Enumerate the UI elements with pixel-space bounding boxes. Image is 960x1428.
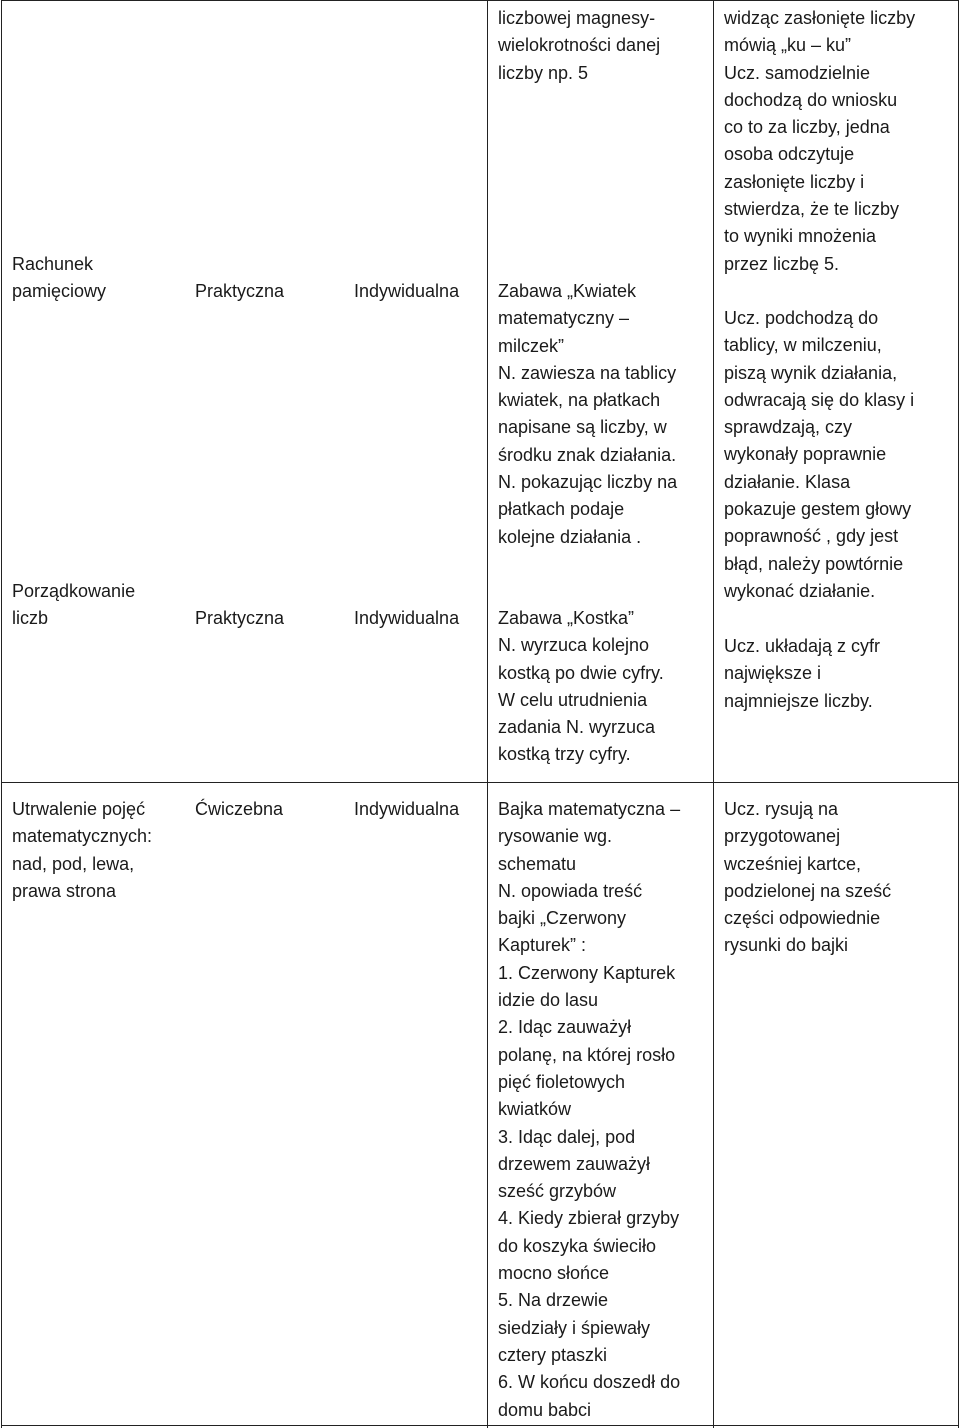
table-border-left	[1, 0, 2, 1428]
text-line: 2. Idąc zauważył	[498, 1017, 632, 1038]
text-line: matematycznych:	[12, 826, 153, 847]
student-actions-top	[724, 5, 945, 278]
text-line: Kapturek” :	[498, 935, 587, 956]
text-line: najmniejsze liczby.	[724, 690, 873, 711]
text-line: przygotowanej	[724, 826, 841, 847]
student-actions-kwiatek	[724, 305, 945, 605]
student-actions-kostka	[724, 633, 945, 715]
text-line: liczbowej magnesy-	[498, 8, 656, 28]
text-line: mocno słońce	[498, 1263, 610, 1284]
text-line: pięć fioletowych	[498, 1071, 626, 1092]
text-line: Zabawa „Kwiatek	[498, 281, 637, 301]
text-line: N. zawiesza na tablicy	[498, 362, 677, 383]
column-divider-student	[713, 0, 714, 1428]
topic-rachunek	[12, 251, 182, 306]
text-line: działanie. Klasa	[724, 471, 851, 492]
text-line: kostką po dwie cyfry.	[498, 662, 664, 683]
text-line: N. opowiada treść	[498, 880, 643, 901]
text-line: płatkach podaje	[498, 499, 625, 520]
text-line: 5. Na drzewie	[498, 1290, 609, 1311]
table-border-right	[958, 0, 959, 1428]
text-line: Indywidualna	[354, 281, 460, 301]
text-line: kwiatek, na płatkach	[498, 390, 661, 411]
text-line: błąd, należy powtórnie	[724, 553, 904, 574]
row-divider	[1, 782, 959, 783]
text-line: to wyniki mnożenia	[724, 226, 877, 247]
text-line: wielokrotności danej	[498, 35, 661, 56]
text-line: domu babci	[498, 1399, 592, 1420]
text-line: Zabawa „Kostka”	[498, 608, 635, 628]
text-line: sprawdzają, czy	[724, 417, 853, 438]
text-line: części odpowiednie	[724, 908, 881, 929]
text-line: kostką trzy cyfry.	[498, 744, 631, 765]
text-line: rysowanie wg.	[498, 826, 613, 847]
text-line: cztery ptaszki	[498, 1344, 608, 1365]
text-line: nad, pod, lewa,	[12, 853, 135, 874]
text-line: Praktyczna	[195, 608, 285, 628]
text-line: piszą wynik działania,	[724, 362, 898, 383]
text-line: poprawność , gdy jest	[724, 526, 899, 547]
text-line: Praktyczna	[195, 281, 285, 301]
activity-kostka	[498, 605, 702, 769]
text-line: pamięciowy	[12, 281, 107, 302]
text-line: rysunki do bajki	[724, 935, 849, 956]
text-line: widząc zasłonięte liczby	[724, 8, 916, 28]
text-line: sześć grzybów	[498, 1181, 617, 1202]
text-line: Ucz. podchodzą do	[724, 308, 879, 328]
text-line: 6. W końcu doszedł do	[498, 1372, 681, 1393]
text-line: 4. Kiedy zbierał grzyby	[498, 1208, 680, 1229]
method-porzadkowanie	[195, 605, 284, 632]
text-line: wykonać działanie.	[724, 580, 876, 601]
text-line: Indywidualna	[354, 608, 460, 628]
text-line: milczek”	[498, 335, 564, 356]
text-line: schematu	[498, 853, 577, 874]
text-line: idzie do lasu	[498, 990, 599, 1011]
text-line: co to za liczby, jedna	[724, 117, 890, 138]
text-line: odwracają się do klasy i	[724, 389, 915, 410]
text-line: N. wyrzuca kolejno	[498, 635, 650, 656]
text-line: wcześniej kartce,	[724, 853, 862, 874]
text-line: kwiatków	[498, 1099, 572, 1120]
text-line: Indywidualna	[354, 799, 460, 819]
text-line: Utrwalenie pojęć	[12, 799, 146, 819]
text-line: prawa strona	[12, 880, 117, 901]
text-line: napisane są liczby, w	[498, 417, 667, 438]
text-line: zadania N. wyrzuca	[498, 717, 656, 738]
text-line: osoba odczytuje	[724, 144, 855, 165]
text-line: zasłonięte liczby i	[724, 171, 865, 192]
activity-kwiatek	[498, 278, 702, 551]
text-line: Bajka matematyczna –	[498, 799, 681, 819]
text-line: liczby np. 5	[498, 62, 589, 83]
text-line: 3. Idąc dalej, pod	[498, 1126, 636, 1147]
activity-bajka	[498, 796, 702, 1424]
text-line: największe i	[724, 663, 822, 684]
text-line: dochodzą do wniosku	[724, 89, 898, 110]
text-line: wykonały poprawnie	[724, 444, 887, 465]
method-rachunek	[195, 278, 284, 305]
form-utrwalenie	[354, 796, 459, 823]
column-divider-activity	[487, 0, 488, 1428]
text-line: matematyczny –	[498, 308, 630, 329]
text-line: polanę, na której rosło	[498, 1044, 676, 1065]
text-line: podzielonej na sześć	[724, 880, 892, 901]
text-line: Ucz. rysują na	[724, 799, 839, 819]
text-line: przez liczbę 5.	[724, 253, 840, 274]
text-line: siedziały i śpiewały	[498, 1317, 651, 1338]
text-line: tablicy, w milczeniu,	[724, 335, 882, 356]
table-border-bottom	[1, 1425, 959, 1426]
text-line: mówią „ku – ku”	[724, 35, 852, 56]
text-line: Ucz. samodzielnie	[724, 62, 871, 83]
form-porzadkowanie	[354, 605, 459, 632]
table-border-top	[1, 0, 959, 1]
activity-top	[498, 5, 702, 87]
student-actions-bajka	[724, 796, 945, 960]
text-line: Ćwiczebna	[195, 799, 284, 819]
text-line: W celu utrudnienia	[498, 689, 648, 710]
text-line: Ucz. układają z cyfr	[724, 636, 881, 656]
text-line: pokazuje gestem głowy	[724, 499, 912, 520]
method-utrwalenie	[195, 796, 283, 823]
text-line: liczb	[12, 608, 49, 629]
text-line: drzewem zauważył	[498, 1153, 651, 1174]
text-line: kolejne działania .	[498, 526, 642, 547]
text-line: bajki „Czerwony	[498, 908, 627, 929]
text-line: N. pokazując liczby na	[498, 472, 678, 493]
text-line: środku znak działania.	[498, 444, 677, 465]
topic-utrwalenie	[12, 796, 182, 905]
text-line: Rachunek	[12, 254, 94, 274]
topic-porzadkowanie	[12, 578, 182, 633]
form-rachunek	[354, 278, 459, 305]
text-line: Porządkowanie	[12, 581, 136, 601]
text-line: do koszyka świeciło	[498, 1235, 657, 1256]
text-line: 1. Czerwony Kapturek	[498, 962, 676, 983]
text-line: stwierdza, że te liczby	[724, 199, 900, 220]
